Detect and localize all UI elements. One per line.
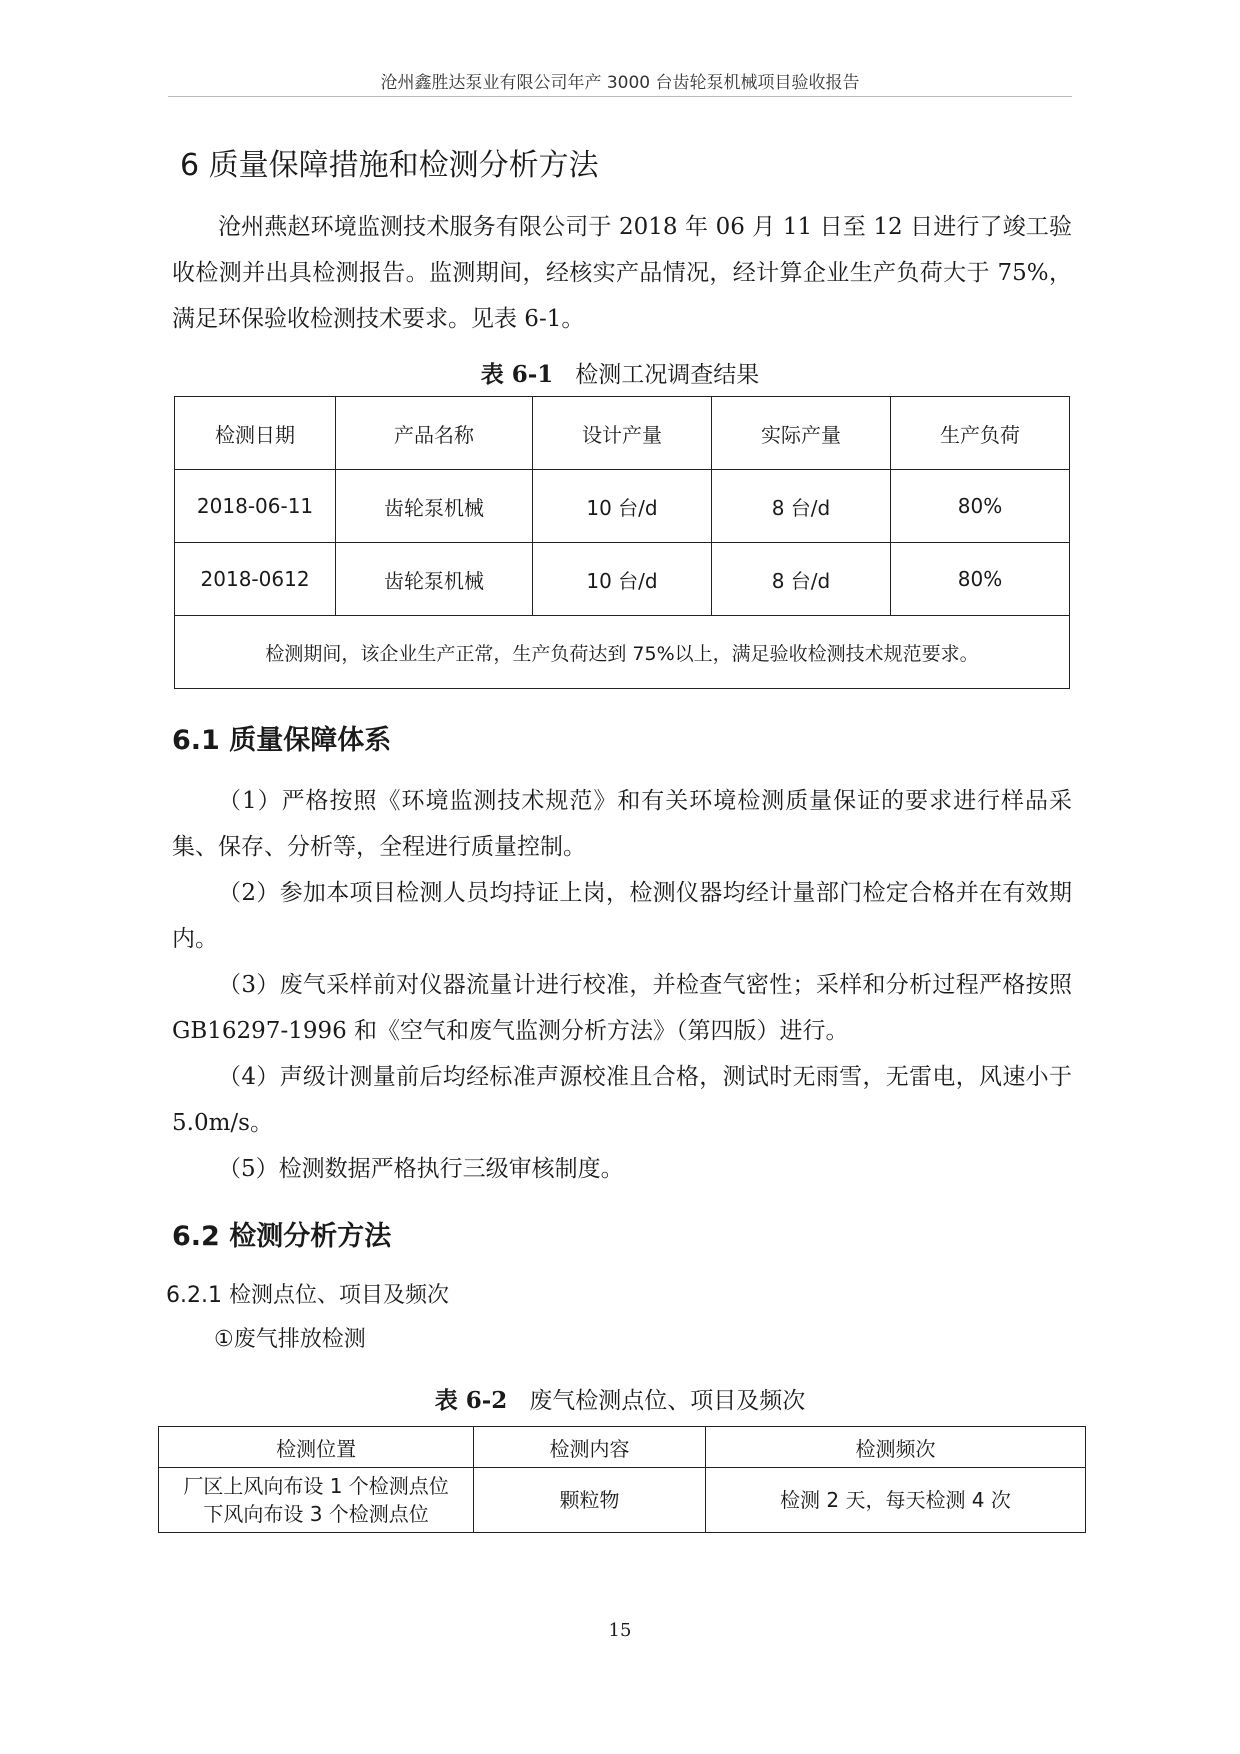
section-6-intro: 沧州燕赵环境监测技术服务有限公司于 2018 年 06 月 11 日至 12 日进行了竣工验收检测并出具检测报告。监测期间，经核实产品情况，经计算企业生产负荷大于 75%，满足环保验收检测技术要求。见表 6-1。	[172, 214, 1072, 332]
col-header-frequency: 检测频次	[705, 1427, 1085, 1468]
exhaust-gas-subtitle: ①废气排放检测	[214, 1327, 366, 1352]
cell-product: 齿轮泵机械	[336, 543, 533, 616]
qa-item-5: （5）检测数据严格执行三级审核制度。	[218, 1156, 624, 1182]
section-6-title: 6 质量保障措施和检测分析方法	[180, 148, 599, 183]
table-note-row	[175, 616, 1070, 689]
cell-actual-output: 8 台/d	[711, 543, 890, 616]
cell-date: 2018-0612	[175, 543, 336, 616]
table-row	[159, 1468, 1086, 1533]
header-rule	[168, 96, 1072, 97]
table-6-2	[158, 1426, 1086, 1533]
table-6-1-caption	[0, 356, 1240, 389]
section-6-1-title: 6.1 质量保障体系	[172, 725, 392, 756]
table-header-row	[159, 1427, 1086, 1468]
col-header-content: 检测内容	[474, 1427, 706, 1468]
qa-item-2: （2）参加本项目检测人员均持证上岗，检测仪器均经计量部门检定合格并在有效期内。	[172, 880, 1072, 952]
running-header: 沧州鑫胜达泵业有限公司年产 3000 台齿轮泵机械项目验收报告	[380, 73, 860, 93]
cell-design-output: 10 台/d	[532, 470, 711, 543]
qa-item-3: （3）废气采样前对仪器流量计进行校准，并检查气密性；采样和分析过程严格按照 GB16297-1996 和《空气和废气监测分析方法》（第四版）进行。	[172, 972, 1072, 1044]
location-line-2: 下风向布设 3 个检测点位	[203, 1502, 429, 1526]
table-row	[175, 543, 1070, 616]
table-6-2-number: 表 6-2	[434, 1387, 508, 1414]
cell-load: 80%	[890, 470, 1069, 543]
col-header-location: 检测位置	[159, 1427, 474, 1468]
qa-item-1: （1）严格按照《环境监测技术规范》和有关环境检测质量保证的要求进行样品采集、保存、分析等，全程进行质量控制。	[172, 788, 1072, 860]
cell-load: 80%	[890, 543, 1069, 616]
cell-date: 2018-06-11	[175, 470, 336, 543]
col-header-date: 检测日期	[175, 397, 336, 470]
table-header-row	[175, 397, 1070, 470]
section-6-2-1-title: 6.2.1 检测点位、项目及频次	[166, 1283, 449, 1308]
cell-design-output: 10 台/d	[532, 543, 711, 616]
col-header-load: 生产负荷	[890, 397, 1069, 470]
page-number: 15	[608, 1620, 632, 1641]
location-line-1: 厂区上风向布设 1 个检测点位	[183, 1474, 449, 1498]
qa-item-4: （4）声级计测量前后均经标准声源校准且合格，测试时无雨雪，无雷电，风速小于 5.0m/s。	[172, 1064, 1072, 1136]
col-header-design-output: 设计产量	[532, 397, 711, 470]
cell-product: 齿轮泵机械	[336, 470, 533, 543]
table-6-2-title: 废气检测点位、项目及频次	[529, 1388, 806, 1414]
table-6-1	[174, 396, 1070, 689]
table-6-1-title: 检测工况调查结果	[575, 362, 760, 388]
cell-location	[159, 1468, 474, 1533]
cell-frequency: 检测 2 天，每天检测 4 次	[705, 1468, 1085, 1533]
table-row	[175, 470, 1070, 543]
col-header-product: 产品名称	[336, 397, 533, 470]
table-6-1-number: 表 6-1	[480, 361, 554, 388]
cell-actual-output: 8 台/d	[711, 470, 890, 543]
cell-content: 颗粒物	[474, 1468, 706, 1533]
col-header-actual-output: 实际产量	[711, 397, 890, 470]
table-note: 检测期间，该企业生产正常，生产负荷达到 75%以上，满足验收检测技术规范要求。	[175, 616, 1070, 689]
table-6-2-caption	[0, 1382, 1240, 1415]
section-6-2-title: 6.2 检测分析方法	[172, 1221, 392, 1252]
